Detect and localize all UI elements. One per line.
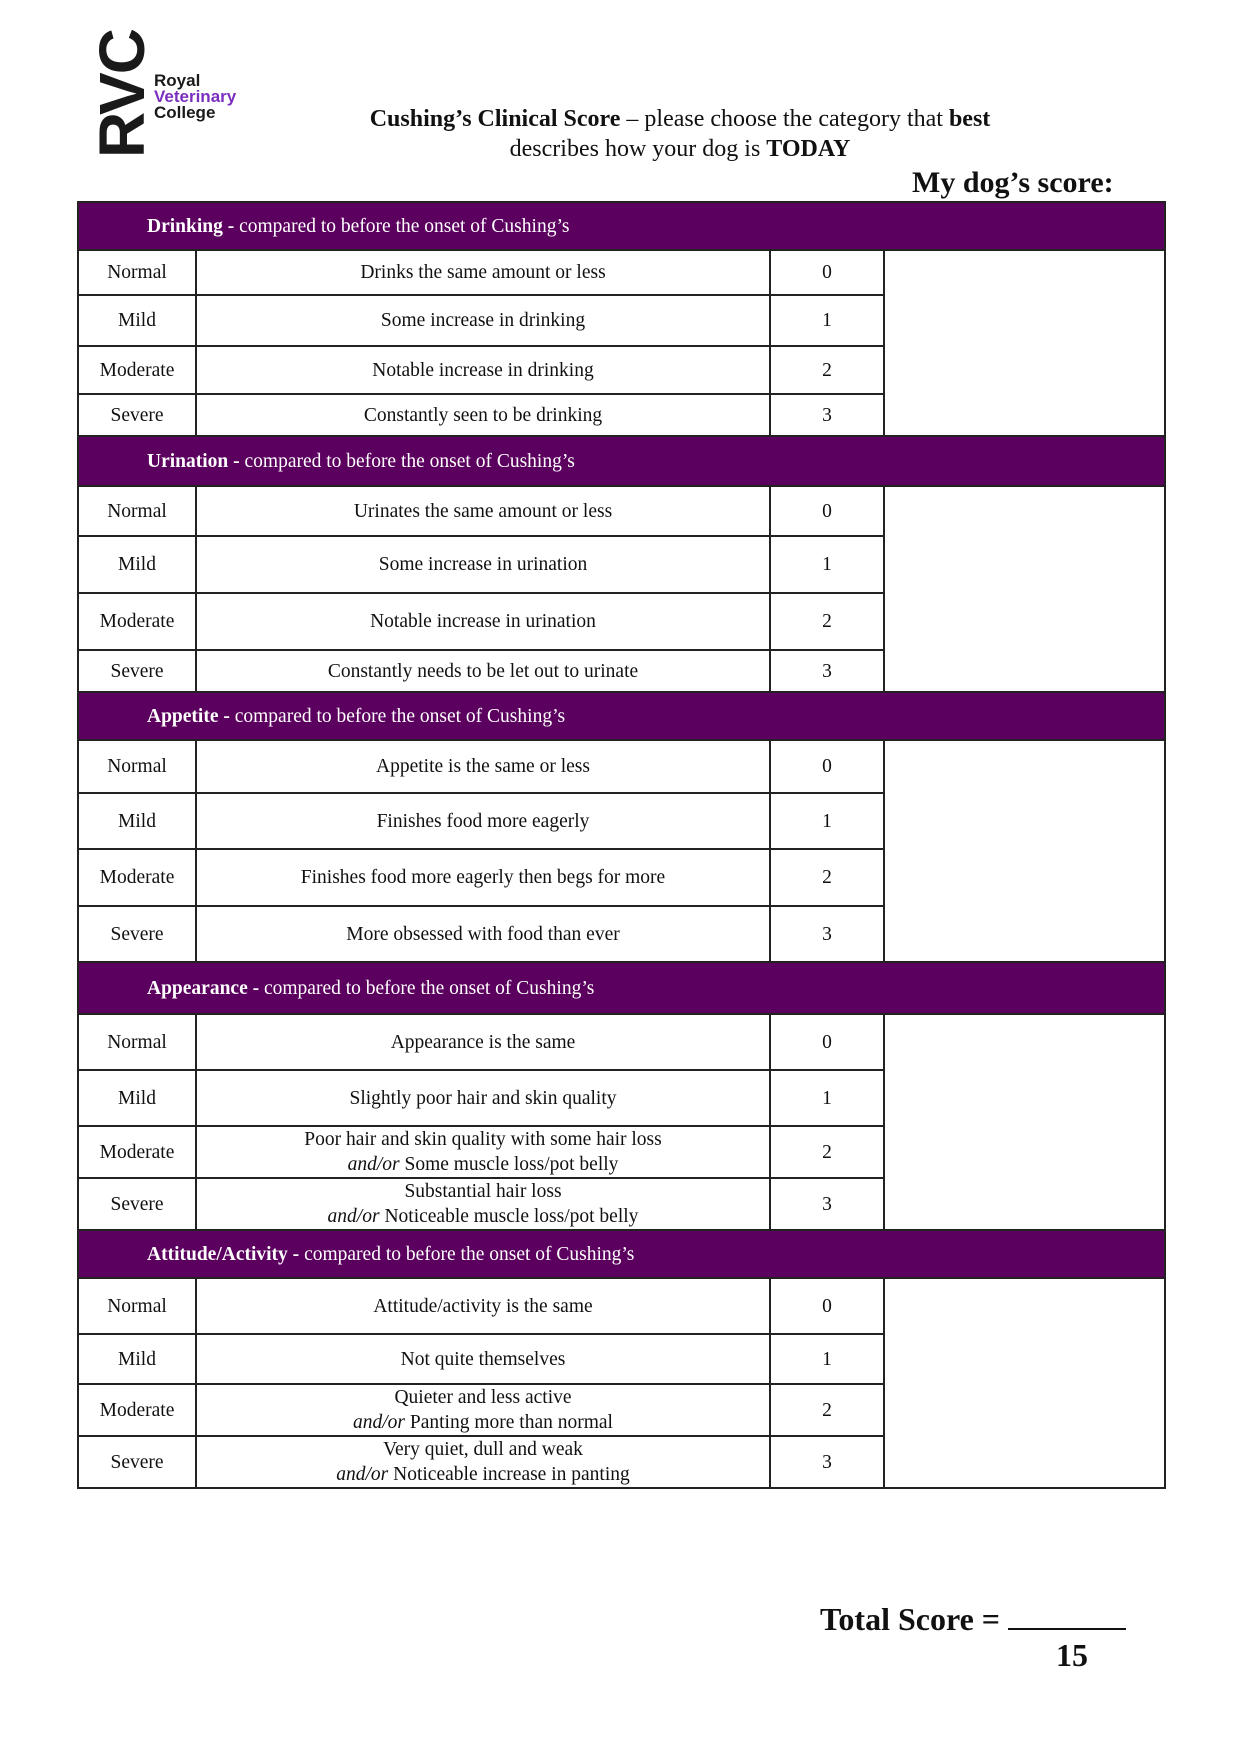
- description-line-1: Finishes food more eagerly then begs for more: [300, 867, 666, 888]
- description-line-1: Not quite themselves: [400, 1348, 566, 1370]
- total-score-blank[interactable]: [1008, 1600, 1126, 1630]
- severity-description: [196, 1436, 770, 1488]
- severity-level: Mild: [78, 1334, 196, 1384]
- heading-bold-today: TODAY: [766, 136, 851, 162]
- score-value: 0: [770, 1014, 884, 1070]
- description-line-1: Urinates the same amount or less: [353, 500, 613, 522]
- score-row: [78, 1278, 1165, 1334]
- severity-level: Normal: [78, 1278, 196, 1334]
- severity-description: [196, 849, 770, 906]
- severity-level: Mild: [78, 536, 196, 593]
- logo-line-college: College: [154, 103, 216, 122]
- score-row: [78, 486, 1165, 536]
- logo-letters: RVC: [88, 30, 158, 158]
- section-header-cell: [78, 436, 1165, 486]
- severity-description: [196, 1278, 770, 1334]
- section-header: [78, 692, 1165, 740]
- my-score-label: My dog’s score:: [912, 166, 1114, 199]
- severity-level: Moderate: [78, 849, 196, 906]
- clinical-score-table: [77, 201, 1166, 1489]
- score-value: 3: [770, 1178, 884, 1230]
- severity-description: [196, 1126, 770, 1178]
- severity-description: [196, 346, 770, 394]
- severity-level: Mild: [78, 793, 196, 849]
- description-line-2: [203, 1462, 763, 1487]
- section-header: [78, 202, 1165, 250]
- severity-level: Moderate: [78, 1384, 196, 1436]
- severity-description: [196, 394, 770, 436]
- score-value: 1: [770, 1070, 884, 1126]
- logo-line-royal: Royal: [154, 71, 201, 90]
- description-extra: Noticeable increase in panting: [388, 1464, 630, 1485]
- score-value: 2: [770, 593, 884, 650]
- section-name: Drinking -: [147, 215, 235, 237]
- rvc-logo: [88, 30, 258, 180]
- heading-line-2: [300, 134, 1060, 164]
- description-line-1: Some increase in urination: [378, 554, 588, 575]
- score-value: 0: [770, 486, 884, 536]
- score-value: 3: [770, 394, 884, 436]
- score-value: 2: [770, 346, 884, 394]
- description-line-1: Attitude/activity is the same: [373, 1295, 593, 1317]
- description-line-2: [203, 1152, 763, 1177]
- severity-description: [196, 793, 770, 849]
- description-line-1: Substantial hair loss: [404, 1181, 562, 1202]
- total-score-denominator: 15: [1056, 1637, 1088, 1673]
- severity-level: Severe: [78, 1178, 196, 1230]
- section-header-cell: [78, 1230, 1165, 1278]
- severity-description: [196, 593, 770, 650]
- severity-level: Normal: [78, 740, 196, 793]
- description-line-1: Appearance is the same: [390, 1031, 576, 1053]
- description-line-2: [203, 1204, 763, 1229]
- severity-description: [196, 536, 770, 593]
- section-header-cell: [78, 962, 1165, 1014]
- section-name: Appearance -: [147, 977, 260, 999]
- section-name: Attitude/Activity -: [147, 1243, 300, 1265]
- section-subtitle: compared to before the onset of Cushing’s: [299, 1243, 635, 1265]
- my-score-entry-box[interactable]: [884, 740, 1165, 962]
- section-header-cell: [78, 202, 1165, 250]
- heading-line-1: [300, 104, 1060, 134]
- score-value: 1: [770, 295, 884, 346]
- score-value: 3: [770, 650, 884, 692]
- my-score-entry-box[interactable]: [884, 1278, 1165, 1488]
- description-line-1: Drinks the same amount or less: [360, 262, 606, 283]
- description-and-or: and/or: [336, 1464, 389, 1485]
- score-row: [78, 250, 1165, 295]
- description-line-1: Constantly needs to be let out to urinate: [327, 660, 639, 682]
- heading-text-2: describes how your dog is: [509, 136, 767, 162]
- score-value: 1: [770, 536, 884, 593]
- description-and-or: and/or: [327, 1206, 380, 1227]
- severity-description: [196, 295, 770, 346]
- score-value: 3: [770, 1436, 884, 1488]
- section-header: [78, 436, 1165, 486]
- severity-level: Severe: [78, 394, 196, 436]
- total-score-label: Total Score =: [820, 1601, 1009, 1637]
- score-value: 2: [770, 1384, 884, 1436]
- description-line-1: Quieter and less active: [394, 1387, 572, 1408]
- heading-text-1: – please choose the category that: [620, 106, 949, 132]
- severity-level: Moderate: [78, 346, 196, 394]
- description-line-2: [203, 1410, 763, 1435]
- severity-description: [196, 1014, 770, 1070]
- severity-level: Mild: [78, 295, 196, 346]
- severity-description: [196, 740, 770, 793]
- description-and-or: and/or: [347, 1154, 400, 1175]
- section-header: [78, 962, 1165, 1014]
- description-line-1: Notable increase in urination: [370, 611, 596, 632]
- description-line-1: Appetite is the same or less: [376, 756, 590, 777]
- my-score-entry-box[interactable]: [884, 1014, 1165, 1230]
- score-row: [78, 1014, 1165, 1070]
- severity-description: [196, 1384, 770, 1436]
- total-score: [820, 1600, 1126, 1638]
- score-value: 0: [770, 250, 884, 295]
- description-line-1: More obsessed with food than ever: [346, 923, 620, 945]
- description-line-1: Constantly seen to be drinking: [363, 404, 603, 426]
- score-value: 0: [770, 1278, 884, 1334]
- severity-level: Normal: [78, 1014, 196, 1070]
- severity-description: [196, 486, 770, 536]
- description-line-1: Very quiet, dull and weak: [383, 1439, 583, 1460]
- score-value: 1: [770, 1334, 884, 1384]
- score-value: 0: [770, 740, 884, 793]
- section-header: [78, 1230, 1165, 1278]
- heading-title: Cushing’s Clinical Score: [369, 106, 621, 132]
- section-subtitle: compared to before the onset of Cushing’s: [239, 450, 575, 472]
- description-line-1: Poor hair and skin quality with some hair loss: [304, 1129, 662, 1150]
- section-subtitle: compared to before the onset of Cushing’s: [259, 977, 595, 999]
- description-line-1: Notable increase in drinking: [372, 359, 594, 381]
- description-line-1: Finishes food more eagerly: [376, 810, 590, 832]
- severity-level: Severe: [78, 906, 196, 962]
- severity-level: Severe: [78, 1436, 196, 1488]
- description-line-1: Slightly poor hair and skin quality: [349, 1087, 617, 1109]
- severity-description: [196, 1178, 770, 1230]
- severity-description: [196, 1070, 770, 1126]
- my-score-entry-box[interactable]: [884, 250, 1165, 436]
- page-heading: [300, 104, 1060, 164]
- severity-level: Severe: [78, 650, 196, 692]
- score-value: 2: [770, 1126, 884, 1178]
- my-score-entry-box[interactable]: [884, 486, 1165, 692]
- severity-description: [196, 650, 770, 692]
- score-value: 2: [770, 849, 884, 906]
- section-subtitle: compared to before the onset of Cushing’s: [229, 705, 566, 727]
- section-subtitle: compared to before the onset of Cushing’s: [234, 215, 570, 237]
- severity-description: [196, 1334, 770, 1384]
- severity-level: Normal: [78, 486, 196, 536]
- score-value: 3: [770, 906, 884, 962]
- description-extra: Noticeable muscle loss/pot belly: [379, 1206, 639, 1227]
- severity-level: Moderate: [78, 1126, 196, 1178]
- description-extra: Panting more than normal: [405, 1412, 613, 1433]
- description-extra: Some muscle loss/pot belly: [399, 1154, 619, 1175]
- description-and-or: and/or: [353, 1412, 406, 1433]
- score-row: [78, 740, 1165, 793]
- severity-level: Normal: [78, 250, 196, 295]
- description-line-1: Some increase in drinking: [380, 310, 586, 331]
- heading-bold-best: best: [948, 106, 991, 132]
- severity-description: [196, 250, 770, 295]
- severity-level: Mild: [78, 1070, 196, 1126]
- logo-line-veterinary: Veterinary: [154, 87, 237, 106]
- severity-description: [196, 906, 770, 962]
- section-name: Appetite -: [147, 705, 230, 727]
- score-value: 1: [770, 793, 884, 849]
- severity-level: Moderate: [78, 593, 196, 650]
- section-name: Urination -: [147, 450, 240, 472]
- section-header-cell: [78, 692, 1165, 740]
